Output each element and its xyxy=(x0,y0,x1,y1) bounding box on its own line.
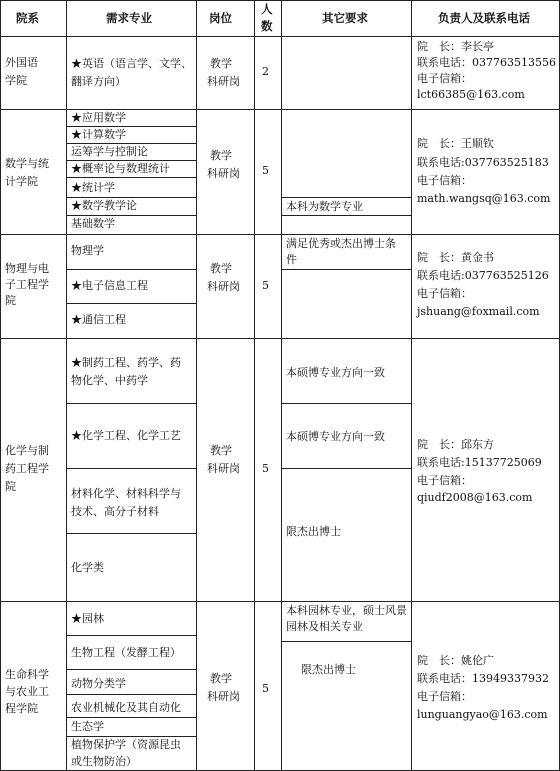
contact-line: 院 长：李长亭 xyxy=(417,40,494,53)
major-divider xyxy=(66,269,196,270)
post-line: 教学 xyxy=(210,672,232,685)
major-line: 技术、高分子材料 xyxy=(71,505,159,518)
major-line: 化学类 xyxy=(71,561,104,574)
major-divider xyxy=(66,177,196,178)
requirement-divider xyxy=(281,197,411,198)
major-line: ★概率论与数理统计 xyxy=(71,162,170,175)
major-line: ★化学工程、化学工艺 xyxy=(71,429,181,442)
table-border-left xyxy=(0,0,1,771)
contact-line: 电子信箱： xyxy=(417,174,472,187)
major-line: 生态学 xyxy=(71,720,104,733)
major-line: ★英语（语言学、文学、 xyxy=(71,57,192,70)
major-line: ★应用数学 xyxy=(71,111,126,124)
contact-line: 联系电话:037763525126 xyxy=(417,269,549,282)
major-divider xyxy=(66,468,196,469)
contact-line: lct66385@163.com xyxy=(417,88,525,101)
col-divider-3 xyxy=(254,0,255,771)
requirement-divider xyxy=(281,403,411,404)
requirement-line: 园林及相关专业 xyxy=(286,620,363,633)
major-divider xyxy=(66,717,196,718)
contact-line: 电子信箱： xyxy=(417,287,472,300)
major-divider xyxy=(66,403,196,404)
requirement-divider xyxy=(281,468,411,469)
contact-line: lunguangyao@163.com xyxy=(417,708,548,721)
major-line: ★计算数学 xyxy=(71,128,126,141)
contact-line: 院 长：姚伦广 xyxy=(417,654,494,667)
count-value: 5 xyxy=(262,682,269,695)
requirement-divider xyxy=(281,641,411,642)
row-divider-4 xyxy=(0,601,560,602)
major-line: 农业机械化及其自动化 xyxy=(71,701,181,714)
header-requirement: 其它要求 xyxy=(322,11,368,25)
major-divider xyxy=(66,126,196,127)
requirement-divider xyxy=(281,215,411,216)
contact-line: 院 长：王顺钦 xyxy=(417,137,494,150)
col-divider-1 xyxy=(66,0,67,771)
dept-line: 院 xyxy=(5,480,16,493)
dept-line: 与农业工 xyxy=(5,685,49,698)
col-divider-2 xyxy=(196,0,197,771)
post-line: 科研岗 xyxy=(207,167,240,180)
major-line: 运筹学与控制论 xyxy=(71,145,148,158)
requirement-text: 本硕博专业方向一致 xyxy=(286,366,385,379)
dept-line: 药工程学 xyxy=(5,462,49,475)
requirement-text: 本硕博专业方向一致 xyxy=(286,430,385,443)
requirement-text: 限杰出博士 xyxy=(301,663,356,676)
major-line: 物理学 xyxy=(71,244,104,257)
major-line: 植物保护学（资源昆虫 xyxy=(71,738,181,751)
count-value: 5 xyxy=(262,462,269,475)
post-line: 科研岗 xyxy=(207,690,240,703)
contact-line: qiudf2008@163.com xyxy=(417,491,533,504)
requirement-text: 限杰出博士 xyxy=(286,525,341,538)
contact-line: 联系电话：037763513556 xyxy=(417,56,556,69)
major-line: ★统计学 xyxy=(71,181,115,194)
major-divider xyxy=(66,197,196,198)
requirement-line: 本科园林专业，硕士风景 xyxy=(286,604,407,617)
post-line: 科研岗 xyxy=(207,462,240,475)
post-line: 科研岗 xyxy=(207,75,240,88)
dept-line: 数学与统 xyxy=(5,157,49,170)
post-line: 教学 xyxy=(210,57,232,70)
requirement-divider xyxy=(281,269,411,270)
count-value: 5 xyxy=(262,164,269,177)
contact-line: 联系电话:15137725069 xyxy=(417,456,542,469)
post-line: 教学 xyxy=(210,444,232,457)
count-value: 5 xyxy=(262,279,269,292)
major-divider xyxy=(66,736,196,737)
major-divider xyxy=(66,669,196,670)
dept-line: 学院 xyxy=(5,74,27,87)
requirement-text: 本科为数学专业 xyxy=(286,200,363,213)
contact-line: 电子信箱： xyxy=(417,690,472,703)
major-line: 材料化学、材料科学与 xyxy=(71,487,181,500)
post-line: 教学 xyxy=(210,149,232,162)
col-divider-4 xyxy=(281,0,282,771)
contact-line: 院 长：邱东方 xyxy=(417,438,494,451)
dept-line: 子工程学 xyxy=(5,278,49,291)
requirement-line: 满足优秀或杰出博士条 xyxy=(286,237,396,250)
dept-line: 程学院 xyxy=(5,702,38,715)
major-divider xyxy=(66,215,196,216)
major-line: 或生物防治） xyxy=(71,755,137,768)
major-line: 物化学、中药学 xyxy=(71,374,148,387)
post-line: 教学 xyxy=(210,262,232,275)
table-header-bottom xyxy=(0,36,560,37)
row-divider-2 xyxy=(0,234,560,235)
major-line: ★通信工程 xyxy=(71,313,126,326)
contact-line: 联系电话:037763525183 xyxy=(417,156,549,169)
contact-line: 联系电话：13949337932 xyxy=(417,672,549,685)
major-line: ★数学教学论 xyxy=(71,199,137,212)
dept-line: 化学与制 xyxy=(5,444,49,457)
major-divider xyxy=(66,160,196,161)
header-count-2: 数 xyxy=(261,19,273,33)
table-border-top xyxy=(0,0,560,1)
contact-line: math.wangsq@163.com xyxy=(417,192,551,205)
header-dept: 院系 xyxy=(16,11,39,25)
count-value: 2 xyxy=(262,65,269,78)
major-divider xyxy=(66,694,196,695)
major-divider xyxy=(66,533,196,534)
dept-line: 生命科学 xyxy=(5,668,49,681)
dept-line: 外国语 xyxy=(5,56,38,69)
major-line: ★电子信息工程 xyxy=(71,279,148,292)
major-line: 动物分类学 xyxy=(71,677,126,690)
contact-line: 电子信箱： xyxy=(417,474,472,487)
requirement-line: 件 xyxy=(286,253,297,266)
contact-line: 院 长：黄金书 xyxy=(417,251,494,264)
row-divider-1 xyxy=(0,109,560,110)
major-line: ★园林 xyxy=(71,612,104,625)
major-divider xyxy=(66,303,196,304)
major-line: 基础数学 xyxy=(71,217,115,230)
header-major: 需求专业 xyxy=(106,11,152,25)
major-divider xyxy=(66,635,196,636)
dept-line: 计学院 xyxy=(5,175,38,188)
dept-line: 院 xyxy=(5,294,16,307)
major-line: ★制药工程、药学、药 xyxy=(71,356,181,369)
col-divider-5 xyxy=(411,0,412,771)
post-line: 科研岗 xyxy=(207,280,240,293)
header-contact: 负责人及联系电话 xyxy=(438,11,530,25)
major-line: 生物工程（发酵工程） xyxy=(71,646,181,659)
row-divider-3 xyxy=(0,338,560,339)
header-post: 岗位 xyxy=(209,11,232,25)
header-count-1: 人 xyxy=(261,2,273,16)
major-divider xyxy=(66,143,196,144)
dept-line: 物理与电 xyxy=(5,262,49,275)
contact-line: 电子信箱： xyxy=(417,72,472,85)
contact-line: jshuang@foxmail.com xyxy=(417,305,540,318)
major-line: 翻译方向） xyxy=(71,75,126,88)
